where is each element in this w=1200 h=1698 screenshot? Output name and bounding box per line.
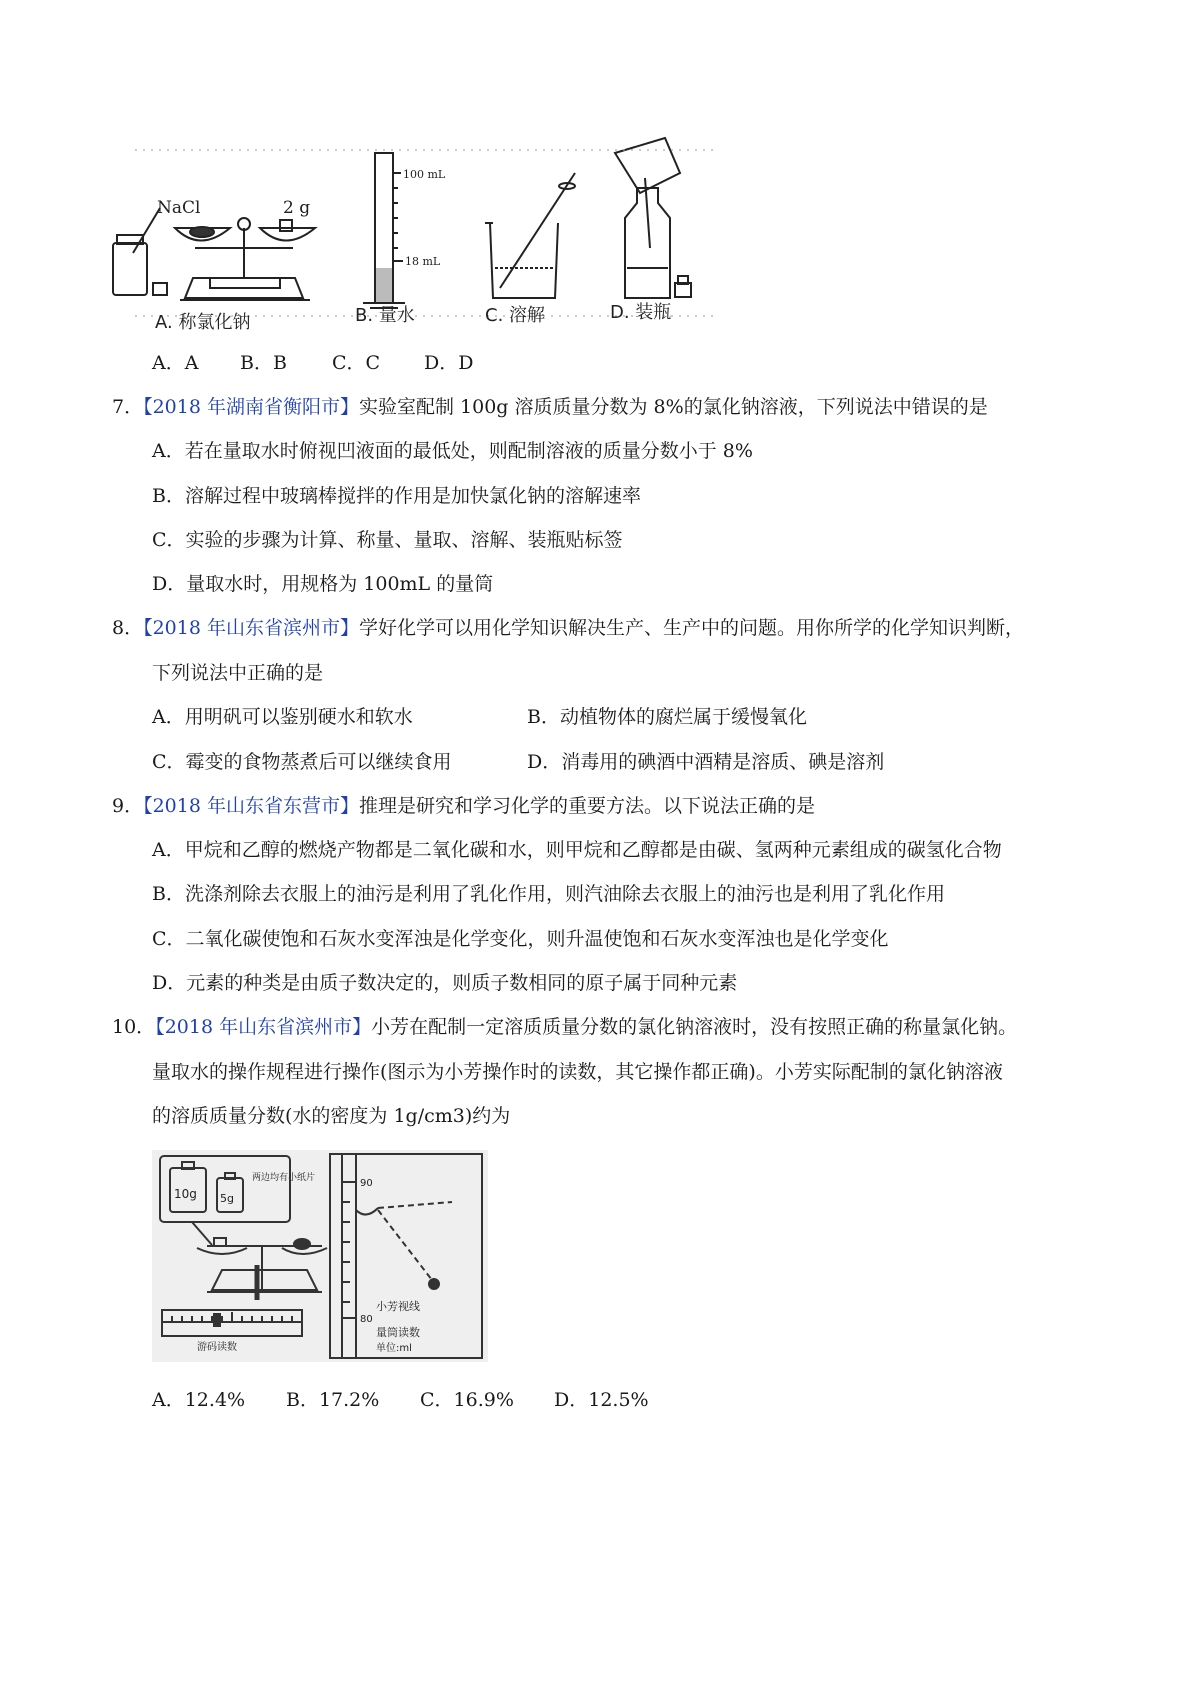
q8-stem	[112, 615, 1024, 641]
q10-cylinder-reading-label: 量筒读数	[376, 1326, 420, 1339]
q10-figure-drawing	[152, 1150, 488, 1362]
q10-options	[152, 1387, 649, 1413]
q10-sight-label: 小芳视线	[376, 1300, 420, 1313]
q6-options	[152, 350, 473, 376]
q7-option-c: C．实验的步骤为计算、称量、量取、溶解、装瓶贴标签	[152, 529, 623, 551]
q8-option-c: C．霉变的食物蒸煮后可以继续食用	[152, 751, 452, 773]
q10-balance-cylinder-figure	[152, 1150, 488, 1362]
q6-option-b: B．B	[240, 352, 287, 374]
q10-option-c: C．16.9%	[420, 1389, 514, 1411]
q9-number: 9．	[112, 795, 144, 817]
q9-stem	[112, 793, 815, 819]
q10-cylinder-unit-label: 单位:ml	[376, 1343, 412, 1354]
q10-weight-5g-label: 5g	[220, 1192, 234, 1205]
q6-label-a: A. 称氯化钠	[155, 312, 251, 333]
q10-number: 10．	[112, 1016, 156, 1038]
q6-weight-label: 2 g	[283, 198, 311, 218]
q10-weight-10g-label: 10g	[174, 1187, 197, 1201]
q10-option-d: D．12.5%	[554, 1389, 649, 1411]
q9-source: 【2018 年山东省东营市】	[143, 795, 359, 817]
q6-option-c: C．C	[332, 352, 381, 374]
q6-label-d: D. 装瓶	[610, 302, 672, 323]
q6-cylinder-mark-label: 18 mL	[405, 255, 441, 268]
q8-stem-text-1: 学好化学可以用化学知识解决生产、生产中的问题。用你所学的化学知识判断，	[359, 617, 1025, 639]
q8-option-b: B．动植物体的腐烂属于缓慢氧化	[527, 706, 807, 728]
q6-label-b: B. 量水	[355, 305, 415, 326]
q10-scale-80: 80	[360, 1314, 373, 1325]
q7-number: 7．	[112, 396, 144, 418]
q8-source: 【2018 年山东省滨州市】	[143, 617, 359, 639]
q6-nacl-label: NaCl	[157, 198, 201, 218]
q10-paper-note: 两边均有小纸片	[252, 1173, 316, 1183]
q10-scale-90: 90	[360, 1178, 373, 1189]
q8-option-d: D．消毒用的碘酒中酒精是溶质、碘是溶剂	[527, 751, 885, 773]
q10-option-b: B．17.2%	[286, 1389, 380, 1411]
q9-stem-text: 推理是研究和学习化学的重要方法。以下说法正确的是	[359, 795, 816, 817]
q9-option-b: B．洗涤剂除去衣服上的油污是利用了乳化作用，则汽油除去衣服上的油污也是利用了乳化作用	[152, 883, 945, 905]
q7-option-d: D．量取水时，用规格为 100mL 的量筒	[152, 573, 494, 595]
q6-label-c: C. 溶解	[485, 305, 546, 326]
q6-figure-drawing	[105, 128, 725, 338]
q9-option-a: A．甲烷和乙醇的燃烧产物都是二氧化碳和水，则甲烷和乙醇都是由碳、氢两种元素组成的碳氢化合物	[152, 839, 1002, 861]
q7-option-a: A．若在量取水时俯视凹液面的最低处，则配制溶液的质量分数小于 8%	[152, 440, 753, 462]
q6-option-a: A．A	[152, 352, 199, 374]
q7-stem	[112, 394, 988, 420]
q10-option-a: A．12.4%	[152, 1389, 246, 1411]
q7-option-b: B．溶解过程中玻璃棒搅拌的作用是加快氯化钠的溶解速率	[152, 485, 641, 507]
q8-option-a: A．用明矾可以鉴别硬水和软水	[152, 706, 413, 728]
q8-number: 8．	[112, 617, 144, 639]
q7-stem-text: 实验室配制 100g 溶质质量分数为 8%的氯化钠溶液，下列说法中错误的是	[359, 396, 988, 418]
q6-experiment-figure	[105, 128, 725, 338]
q6-option-d: D．D	[424, 352, 474, 374]
q7-source: 【2018 年湖南省衡阳市】	[143, 396, 359, 418]
q8-stem-line-2: 下列说法中正确的是	[152, 662, 324, 684]
q9-option-c: C．二氧化碳使饱和石灰水变浑浊是化学变化，则升温使饱和石灰水变浑浊也是化学变化	[152, 928, 889, 950]
q10-source: 【2018 年山东省滨州市】	[155, 1016, 372, 1038]
q10-rider-label: 游码读数	[197, 1342, 237, 1353]
q9-option-d: D．元素的种类是由质子数决定的，则质子数相同的原子属于同种元素	[152, 972, 738, 994]
q10-stem-line-2: 量取水的操作规程进行操作(图示为小芳操作时的读数，其它操作都正确)。小芳实际配制的氯化钠溶液	[152, 1061, 1003, 1083]
q10-stem-line-3: 的溶质质量分数(水的密度为 1g/cm3)约为	[152, 1105, 511, 1127]
q10-stem-text-1: 小芳在配制一定溶质质量分数的氯化钠溶液时，没有按照正确的称量氯化钠。	[371, 1016, 1018, 1038]
q6-cylinder-top-label: 100 mL	[403, 168, 446, 181]
q10-stem	[112, 1014, 1017, 1040]
